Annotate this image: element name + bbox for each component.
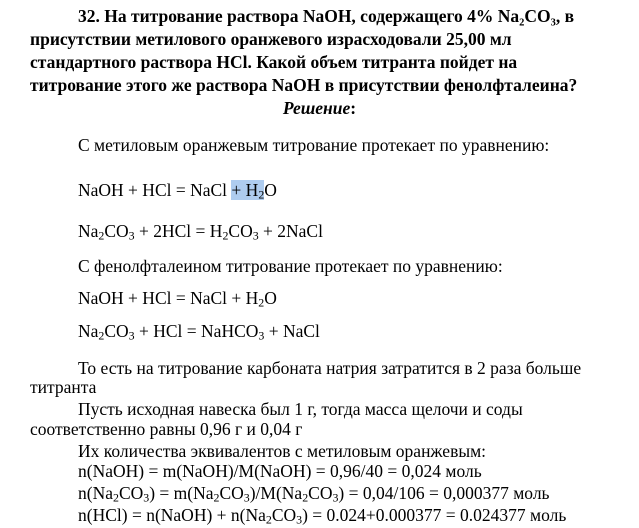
equiv-intro: Их количества эквивалентов с метиловым оранжевым: — [78, 441, 487, 461]
calc3-sub: 2 — [265, 512, 272, 527]
eq2-sub: 3 — [128, 228, 135, 243]
conclusion-line-2: титранта — [30, 377, 97, 397]
calc2-sub: 3 — [332, 490, 339, 505]
conclusion-line-1: То есть на титрование карбоната натрия затратится в 2 раза больше — [78, 358, 582, 378]
equation-3 — [78, 288, 277, 308]
calc2-sub: 3 — [243, 490, 250, 505]
eq2-sub: 3 — [252, 228, 259, 243]
eq3-sub: 2 — [258, 295, 265, 310]
eq4-part: Na — [78, 321, 99, 341]
calc2-part: ) = m(Na — [149, 483, 214, 503]
calc2-sub: 2 — [213, 490, 220, 505]
eq3-part: NaOH + HCl = NaCl + H — [78, 288, 259, 308]
solution-heading-colon: : — [350, 98, 357, 118]
problem-line-2: присутствии метилового оранжевого израсходовали 25,00 мл — [30, 29, 512, 49]
eq4-sub: 3 — [258, 328, 265, 343]
calc3-part: n(HCl) = n(NaOH) + n(Na — [78, 505, 266, 525]
calc2-part: )/M(Na — [249, 483, 303, 503]
calc-line-1: n(NaOH) = m(NaOH)/M(NaOH) = 0,96/40 = 0,024 моль — [78, 461, 482, 481]
eq2-part: CO — [104, 221, 129, 241]
methyl-intro: С метиловым оранжевым титрование протекает по уравнению: — [78, 135, 550, 155]
eq4-part: CO — [104, 321, 129, 341]
calc2-part: CO — [219, 483, 244, 503]
calc-line-2 — [78, 483, 550, 503]
problem-line-4: титрование этого же раствора NaOH в присутствии фенолфталеина? — [30, 75, 578, 95]
phenol-intro: С фенолфталеином титрование протекает по уравнению: — [78, 256, 503, 276]
calc2-sub: 2 — [302, 490, 309, 505]
calc3-sub: 3 — [296, 512, 303, 527]
calc2-part: n(Na — [78, 483, 113, 503]
eq2-sub: 2 — [98, 228, 105, 243]
eq2-part: + 2NaCl — [258, 221, 323, 241]
solution-heading-text: Решение — [282, 98, 351, 118]
equation-2 — [78, 221, 323, 241]
eq2-part: CO — [228, 221, 253, 241]
calc3-part: ) = 0.024+0.000377 = 0.024377 моль — [302, 505, 567, 525]
eq1-lhs: NaOH + HCl = NaCl — [78, 180, 232, 200]
eq2-part: + 2HCl = H — [134, 221, 223, 241]
equation-1 — [78, 180, 277, 200]
eq1-selection[interactable] — [231, 180, 264, 200]
assume-line-2: соответственно равны 0,96 г и 0,04 г — [30, 419, 303, 439]
eq4-part: + NaCl — [264, 321, 320, 341]
eq4-sub: 2 — [98, 328, 105, 343]
calc2-sub: 2 — [112, 490, 119, 505]
calc2-part: ) = 0,04/106 = 0,000377 моль — [338, 483, 550, 503]
assume-line-1: Пусть исходная навеска был 1 г, тогда масса щелочи и соды — [78, 399, 523, 419]
eq1-sub: 2 — [258, 187, 265, 202]
eq4-sub: 3 — [128, 328, 135, 343]
eq1-highlight-text: + H — [231, 180, 259, 200]
eq2-part: Na — [78, 221, 99, 241]
eq4-part: + HCl = NaHCO — [134, 321, 259, 341]
calc2-sub: 3 — [143, 490, 150, 505]
eq1-tail: O — [264, 180, 277, 200]
calc2-part: CO — [118, 483, 144, 503]
equation-4 — [78, 321, 320, 341]
problem-line-1: 32. На титрование раствора NaOH, содержащего 4% Na₂CO₃, в — [78, 6, 575, 26]
eq2-sub: 2 — [222, 228, 229, 243]
calc2-part: CO — [308, 483, 333, 503]
calc3-part: CO — [271, 505, 297, 525]
calc-line-3 — [78, 505, 566, 525]
eq3-part: O — [264, 288, 277, 308]
problem-line-3: стандартного раствора HCl. Какой объем титранта пойдет на — [30, 52, 518, 72]
solution-heading — [0, 98, 639, 118]
